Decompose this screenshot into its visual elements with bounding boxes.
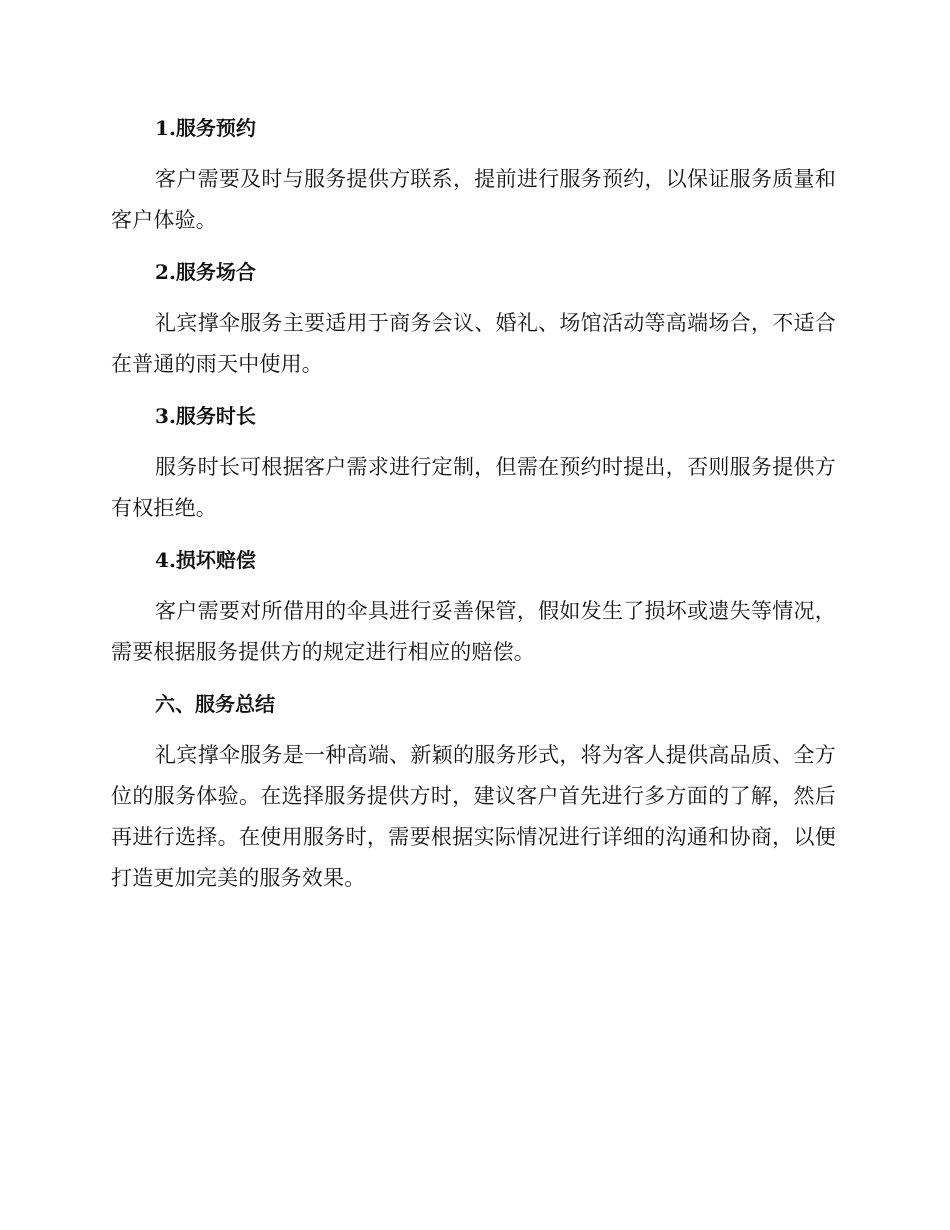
section-heading: 3.服务时长 xyxy=(155,404,256,428)
section-heading: 4.损坏赔偿 xyxy=(155,548,256,572)
section-service-occasion xyxy=(111,252,836,385)
section-paragraph: 礼宾撑伞服务主要适用于商务会议、婚礼、场馆活动等高端场合，不适合在普通的雨天中使用。 xyxy=(111,311,836,376)
section-service-summary xyxy=(111,684,836,899)
section-paragraph: 客户需要及时与服务提供方联系，提前进行服务预约，以保证服务质量和客户体验。 xyxy=(111,167,836,232)
section-paragraph: 礼宾撑伞服务是一种高端、新颖的服务形式，将为客人提供高品质、全方位的服务体验。在选择服务提供方时，建议客户首先进行多方面的了解，然后再进行选择。在使用服务时，需要根据实际情况进行详细的沟通和协商，以便打造更加完美的服务效果。 xyxy=(111,743,836,890)
section-heading: 2.服务场合 xyxy=(155,260,256,284)
section-service-duration xyxy=(111,396,836,529)
section-heading: 六、服务总结 xyxy=(155,692,275,716)
section-service-booking xyxy=(111,108,836,241)
section-paragraph: 服务时长可根据客户需求进行定制，但需在预约时提出，否则服务提供方有权拒绝。 xyxy=(111,455,836,520)
document-body xyxy=(111,108,836,910)
section-damage-compensation xyxy=(111,540,836,673)
section-paragraph: 客户需要对所借用的伞具进行妥善保管，假如发生了损坏或遗失等情况，需要根据服务提供方的规定进行相应的赔偿。 xyxy=(111,599,836,664)
section-heading: 1.服务预约 xyxy=(155,116,256,140)
